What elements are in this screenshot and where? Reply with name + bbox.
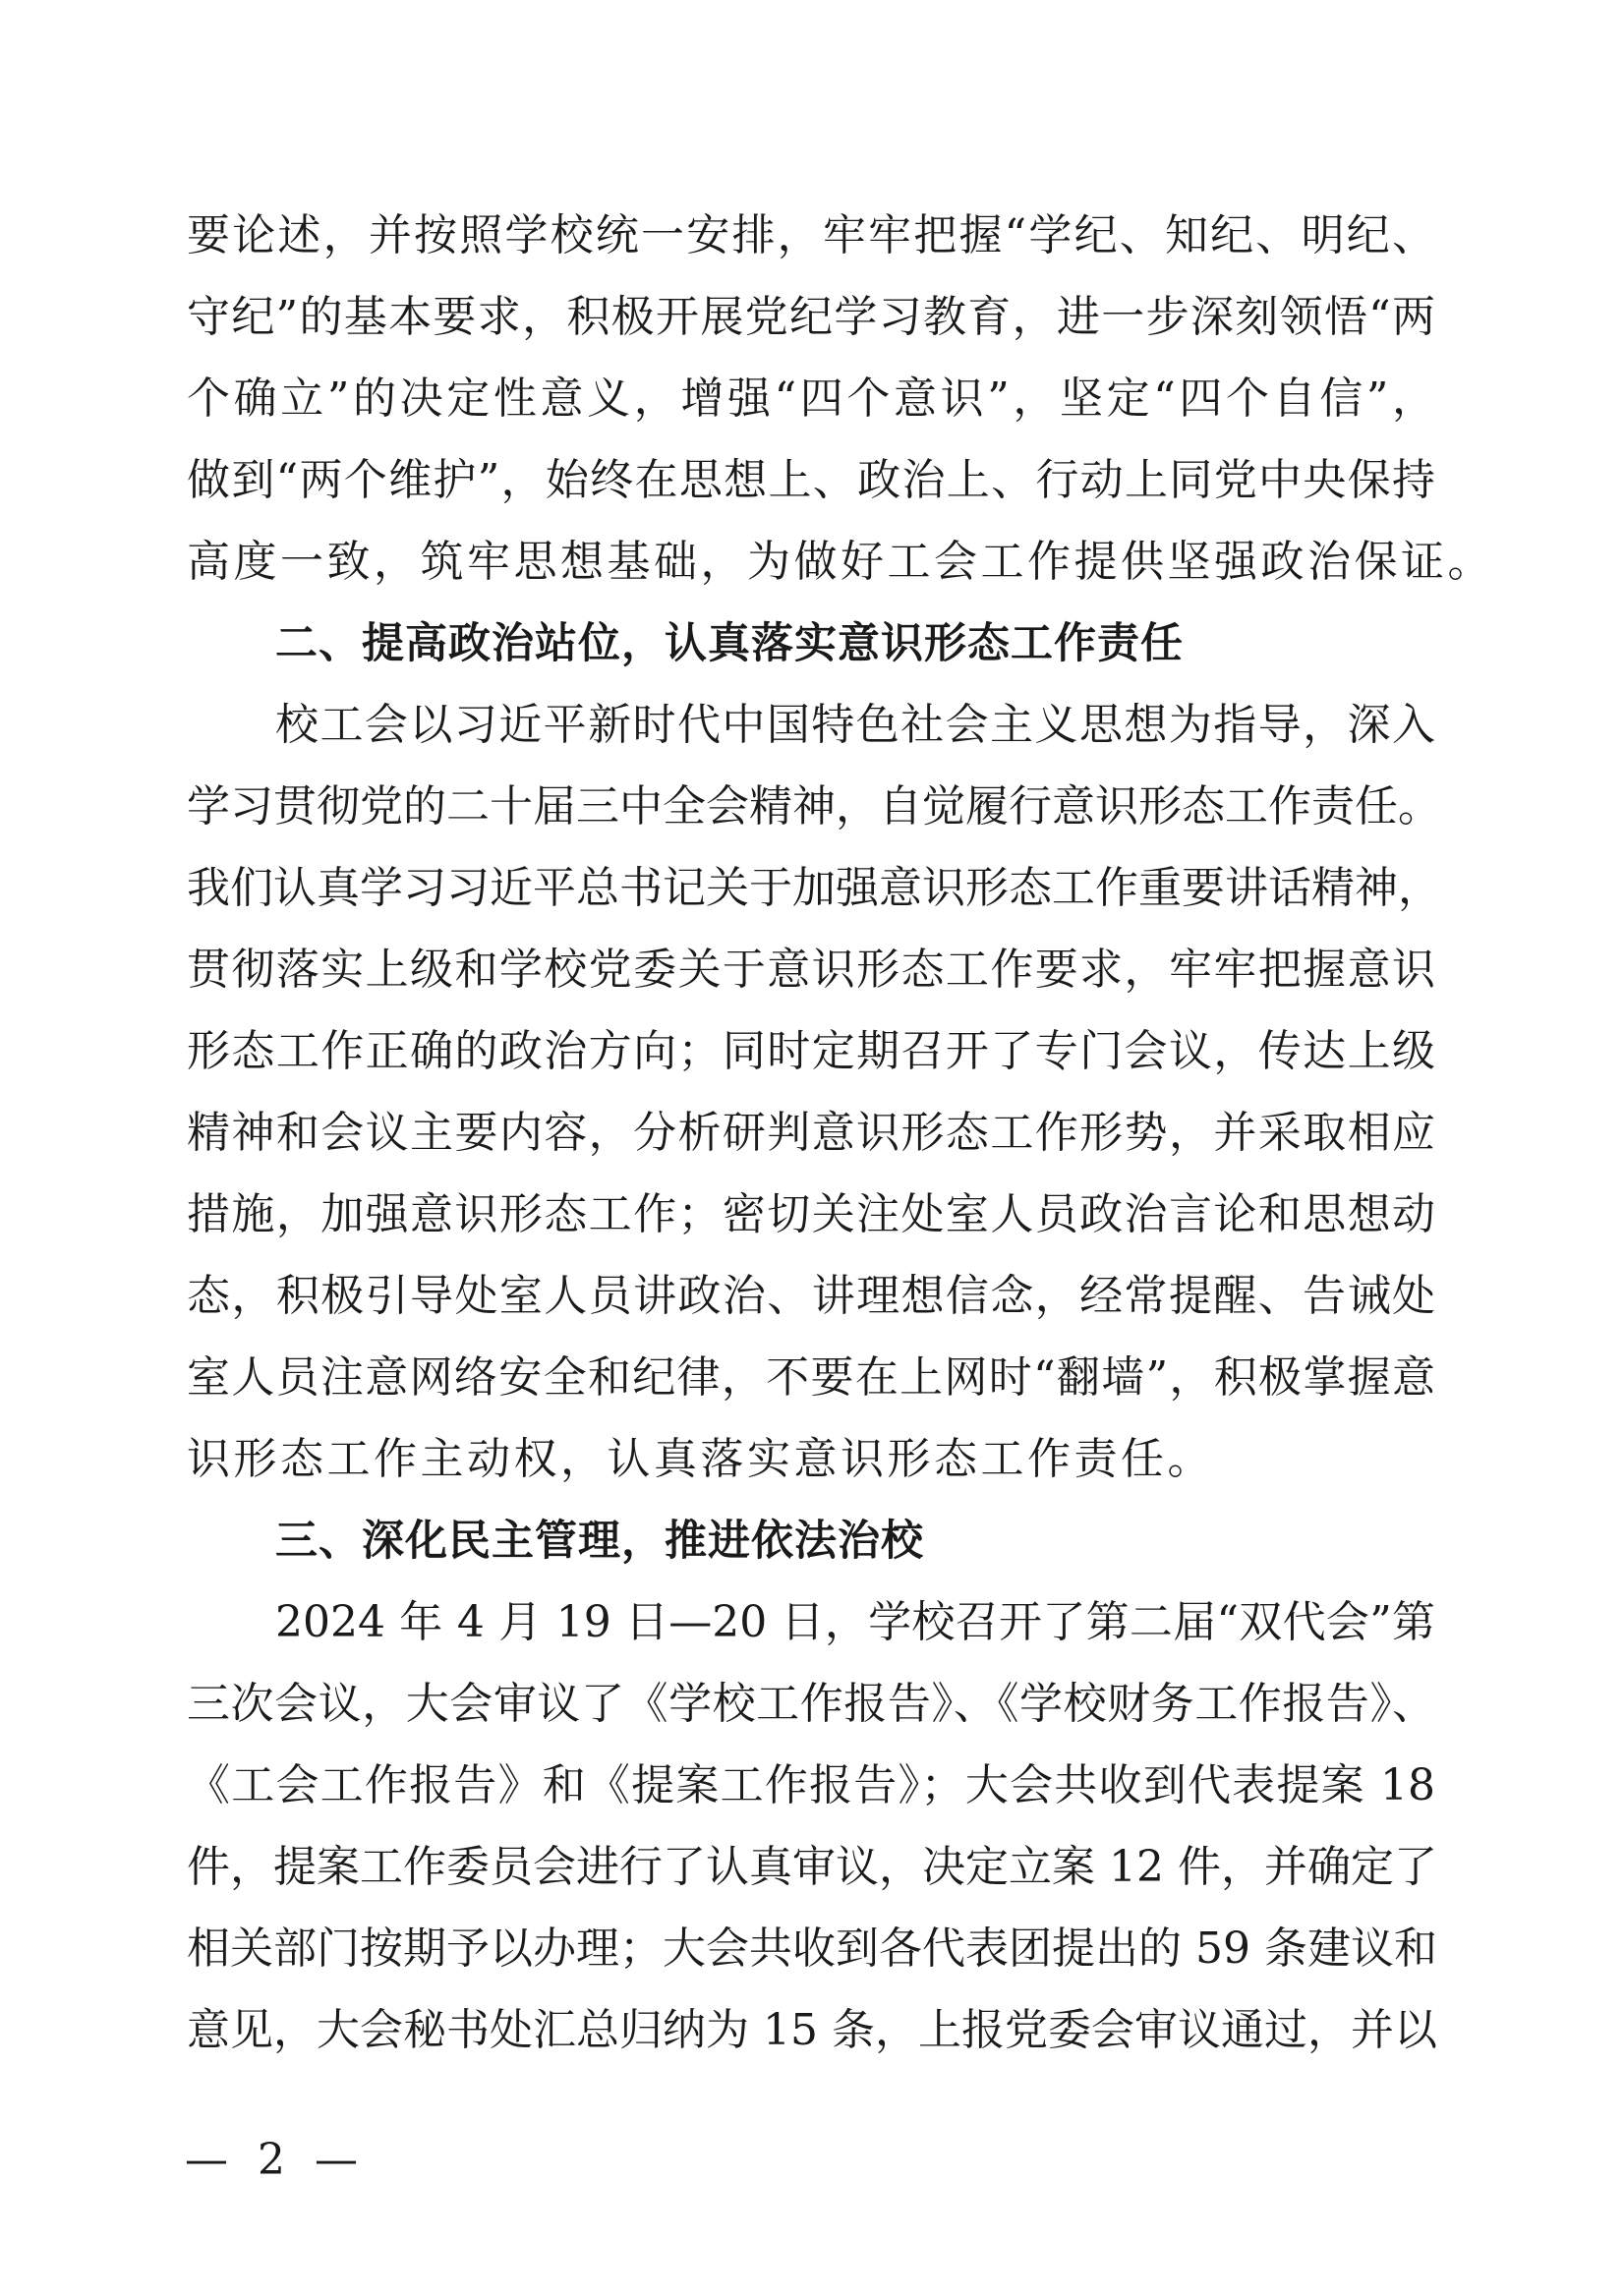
section-heading-3: 三、深化民主管理，推进依法治校 [275, 1517, 924, 1566]
paragraph-line: 做到“两个维护”，始终在思想上、政治上、行动上同党中央保持 [187, 455, 1435, 505]
paragraph-line: 意见，大会秘书处汇总归纳为 15 条，上报党委会审议通过，并以 [187, 2005, 1437, 2055]
paragraph-line: 件，提案工作委员会进行了认真审议，决定立案 12 件，并确定了 [187, 1842, 1437, 1892]
paragraph-line: 2024 年 4 月 19 日—20 日，学校召开了第二届“双代会”第 [275, 1597, 1435, 1647]
page-number: — 2 — [185, 2135, 366, 2185]
paragraph-line: 精神和会议主要内容，分析研判意识形态工作形势，并采取相应 [187, 1108, 1435, 1158]
paragraph-line: 贯彻落实上级和学校党委关于意识形态工作要求，牢牢把握意识 [187, 945, 1435, 995]
paragraph-line: 高度一致，筑牢思想基础，为做好工会工作提供坚强政治保证。 [187, 537, 1494, 587]
paragraph-line: 个确立”的决定性意义，增强“四个意识”，坚定“四个自信”， [187, 373, 1435, 424]
paragraph-line: 相关部门按期予以办理；大会共收到各代表团提出的 59 条建议和 [187, 1923, 1437, 1974]
paragraph-line: 室人员注意网络安全和纪律，不要在上网时“翻墙”，积极掌握意 [187, 1352, 1435, 1403]
paragraph-line: 要论述，并按照学校统一安排，牢牢把握“学纪、知纪、明纪、 [187, 210, 1435, 260]
paragraph-line: 守纪”的基本要求，积极开展党纪学习教育，进一步深刻领悟“两 [187, 292, 1435, 342]
paragraph-line: 形态工作正确的政治方向；同时定期召开了专门会议，传达上级 [187, 1026, 1435, 1076]
paragraph-line: 三次会议，大会审议了《学校工作报告》、《学校财务工作报告》、 [187, 1679, 1435, 1729]
paragraph-line: 态，积极引导处室人员讲政治、讲理想信念，经常提醒、告诫处 [187, 1271, 1435, 1321]
paragraph-line: 识形态工作主动权，认真落实意识形态工作责任。 [187, 1434, 1214, 1484]
section-heading-2: 二、提高政治站位，认真落实意识形态工作责任 [275, 619, 1184, 668]
paragraph-line: 我们认真学习习近平总书记关于加强意识形态工作重要讲话精神， [187, 863, 1441, 913]
paragraph-line: 校工会以习近平新时代中国特色社会主义思想为指导，深入 [275, 700, 1435, 750]
paragraph-line: 措施，加强意识形态工作；密切关注处室人员政治言论和思想动 [187, 1189, 1435, 1239]
paragraph-line: 学习贯彻党的二十届三中全会精神，自觉履行意识形态工作责任。 [187, 781, 1441, 832]
paragraph-line: 《工会工作报告》和《提案工作报告》；大会共收到代表提案 18 [187, 1760, 1435, 1810]
